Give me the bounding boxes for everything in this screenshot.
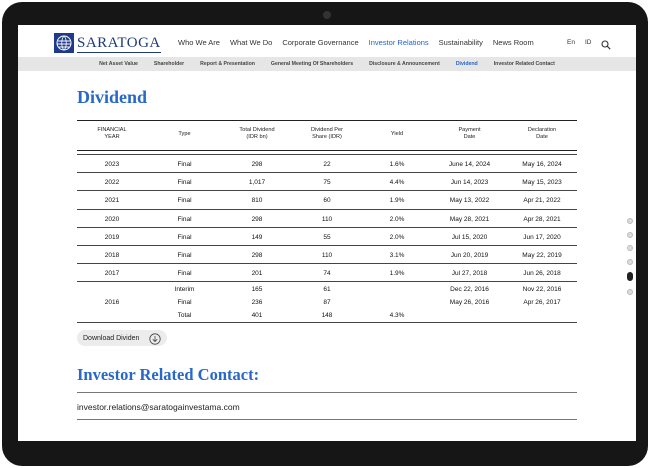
table-row	[77, 246, 577, 264]
cell-year: 2022	[104, 179, 120, 187]
cell-declaration: May 15, 2023	[522, 179, 562, 187]
cell-payment: May 28, 2021	[449, 215, 490, 223]
cell-per-share: 110	[321, 215, 333, 223]
cell-yield: 2.0%	[389, 233, 405, 241]
cell-year: 2021	[104, 197, 120, 205]
table-row	[77, 264, 577, 282]
nav-corporate-governance[interactable]: Corporate Governance	[282, 38, 359, 47]
cell-type: Final	[177, 179, 192, 187]
page-dot[interactable]	[627, 232, 633, 238]
brand-name: SARATOGA	[77, 34, 161, 51]
cell-total-final: 236	[251, 299, 263, 307]
download-label: Download Dividen	[83, 334, 140, 342]
nav-who-we-are[interactable]: Who We Are	[178, 38, 220, 47]
header-yield: Yield	[390, 131, 404, 137]
page-dot[interactable]	[627, 289, 633, 295]
cell-per-share-total: 148	[321, 312, 333, 320]
cell-type: Final	[177, 215, 192, 223]
nav-sustainability[interactable]: Sustainability	[438, 38, 483, 47]
cell-payment: Jul 27, 2018	[451, 270, 488, 278]
header-financial-year: FINANCIAL YEAR	[97, 127, 127, 140]
download-icon	[149, 332, 161, 344]
subnav-shareholder[interactable]: Shareholder	[153, 61, 185, 67]
cell-total: 298	[251, 251, 263, 259]
subnav-net-asset-value[interactable]: Net Asset Value	[99, 61, 138, 67]
cell-year: 2017	[104, 270, 120, 278]
table-row	[77, 191, 577, 209]
screen	[18, 25, 636, 441]
cell-declaration: Jun 26, 2018	[523, 270, 561, 278]
cell-per-share: 75	[323, 179, 331, 187]
cell-total-total: 401	[251, 312, 263, 320]
search-icon[interactable]	[601, 37, 611, 47]
cell-yield: 1.6%	[389, 161, 405, 168]
cell-type: Final	[177, 233, 192, 241]
cell-type-total: Total	[177, 312, 192, 320]
page-title: Dividend	[77, 87, 148, 107]
contact-title: Investor Related Contact:	[77, 365, 260, 384]
lang-id[interactable]: ID	[585, 39, 592, 46]
cell-per-share: 74	[323, 270, 331, 278]
cell-payment-interim: Dec 22, 2016	[450, 286, 489, 294]
cell-payment: Jun 20, 2019	[450, 251, 489, 259]
sub-nav	[18, 57, 636, 71]
cell-year: 2018	[104, 251, 120, 259]
cell-year: 2016	[104, 299, 120, 307]
cell-type: Final	[177, 251, 192, 259]
nav-investor-relations[interactable]: Investor Relations	[368, 38, 429, 47]
table-row	[77, 228, 577, 246]
cell-type: Final	[177, 161, 192, 168]
cell-declaration: May 22, 2019	[522, 251, 562, 259]
page-dot-active[interactable]	[627, 272, 633, 281]
header-dividend-per-share: Dividend Per Share (IDR)	[310, 127, 344, 140]
cell-total: 149	[251, 233, 263, 241]
nav-news-room[interactable]: News Room	[492, 38, 534, 47]
header-total-dividend: Total Dividend (IDR bn)	[239, 127, 275, 140]
cell-type: Final	[177, 197, 192, 205]
table-row	[77, 173, 577, 191]
cell-yield-total: 4.3%	[389, 312, 405, 320]
cell-per-share: 22	[323, 161, 331, 168]
subnav-dividend[interactable]: Dividend	[455, 61, 478, 67]
cell-total: 298	[251, 215, 263, 223]
cell-type: Final	[177, 270, 192, 278]
brand-logo[interactable]	[54, 33, 161, 53]
cell-per-share: 110	[321, 251, 333, 259]
cell-declaration: Jun 17, 2020	[523, 233, 561, 241]
page-dot[interactable]	[627, 259, 633, 265]
divider	[77, 392, 577, 393]
cell-per-share: 55	[323, 233, 331, 241]
cell-per-share-final: 87	[323, 299, 331, 307]
cell-total: 298	[251, 161, 263, 168]
nav-what-we-do[interactable]: What We Do	[229, 38, 273, 47]
tablet-bezel	[2, 2, 648, 466]
subnav-report-presentation[interactable]: Report & Presentation	[200, 61, 255, 67]
cell-total-interim: 165	[251, 286, 263, 294]
page-dot[interactable]	[627, 245, 633, 251]
lang-en[interactable]: En	[567, 39, 575, 46]
globe-logo-icon	[54, 33, 74, 53]
contact-email[interactable]: investor.relations@saratogainvestama.com	[77, 402, 240, 412]
table-row	[77, 155, 577, 173]
cell-yield: 1.9%	[389, 197, 405, 205]
cell-payment: June 14, 2024	[448, 161, 491, 168]
cell-year: 2023	[104, 161, 120, 168]
cell-payment: May 13, 2022	[449, 197, 490, 205]
cell-total: 201	[251, 270, 263, 278]
side-page-nav	[627, 218, 635, 302]
divider	[77, 419, 577, 420]
cell-yield: 4.4%	[389, 179, 405, 187]
cell-type-final: Final	[177, 299, 192, 307]
subnav-disclosure[interactable]: Disclosure & Announcement	[369, 61, 440, 67]
cell-declaration: Apr 21, 2022	[523, 197, 561, 205]
cell-declaration-interim: Nov 22, 2016	[522, 286, 562, 294]
header-type: Type	[178, 131, 191, 137]
cell-year: 2020	[104, 215, 120, 223]
cell-year: 2019	[104, 233, 120, 241]
main-nav	[178, 38, 534, 47]
cell-yield: 1.9%	[389, 270, 405, 278]
cell-payment: Jul 15, 2020	[451, 233, 488, 241]
download-dividend-button[interactable]	[77, 330, 167, 346]
cell-total: 810	[251, 197, 263, 205]
cell-total: 1,017	[248, 179, 266, 187]
page-dot[interactable]	[627, 218, 633, 224]
subnav-investor-contact[interactable]: Investor Related Contact	[493, 61, 555, 67]
cell-declaration: Apr 28, 2021	[523, 215, 561, 223]
header-payment-date: Payment Date	[458, 127, 481, 140]
site-header	[18, 25, 636, 57]
header-declaration-date: Declaration Date	[527, 127, 557, 140]
table-header	[77, 120, 577, 151]
cell-payment-final: May 26, 2016	[449, 299, 490, 307]
cell-type-interim: Interim	[174, 286, 195, 294]
table-row	[77, 210, 577, 228]
cell-yield: 3.1%	[389, 251, 405, 259]
table-row-group-2016	[77, 282, 577, 323]
cell-per-share-interim: 61	[323, 286, 331, 294]
dividend-table	[77, 120, 577, 323]
cell-declaration: May 16, 2024	[522, 161, 562, 168]
cell-yield: 2.0%	[389, 215, 405, 223]
camera-dot	[323, 11, 331, 19]
cell-per-share: 60	[323, 197, 331, 205]
subnav-general-meeting[interactable]: General Meeting Of Shareholders	[270, 61, 354, 67]
cell-payment: Jun 14, 2023	[450, 179, 489, 187]
cell-declaration-final: Apr 26, 2017	[523, 299, 561, 307]
